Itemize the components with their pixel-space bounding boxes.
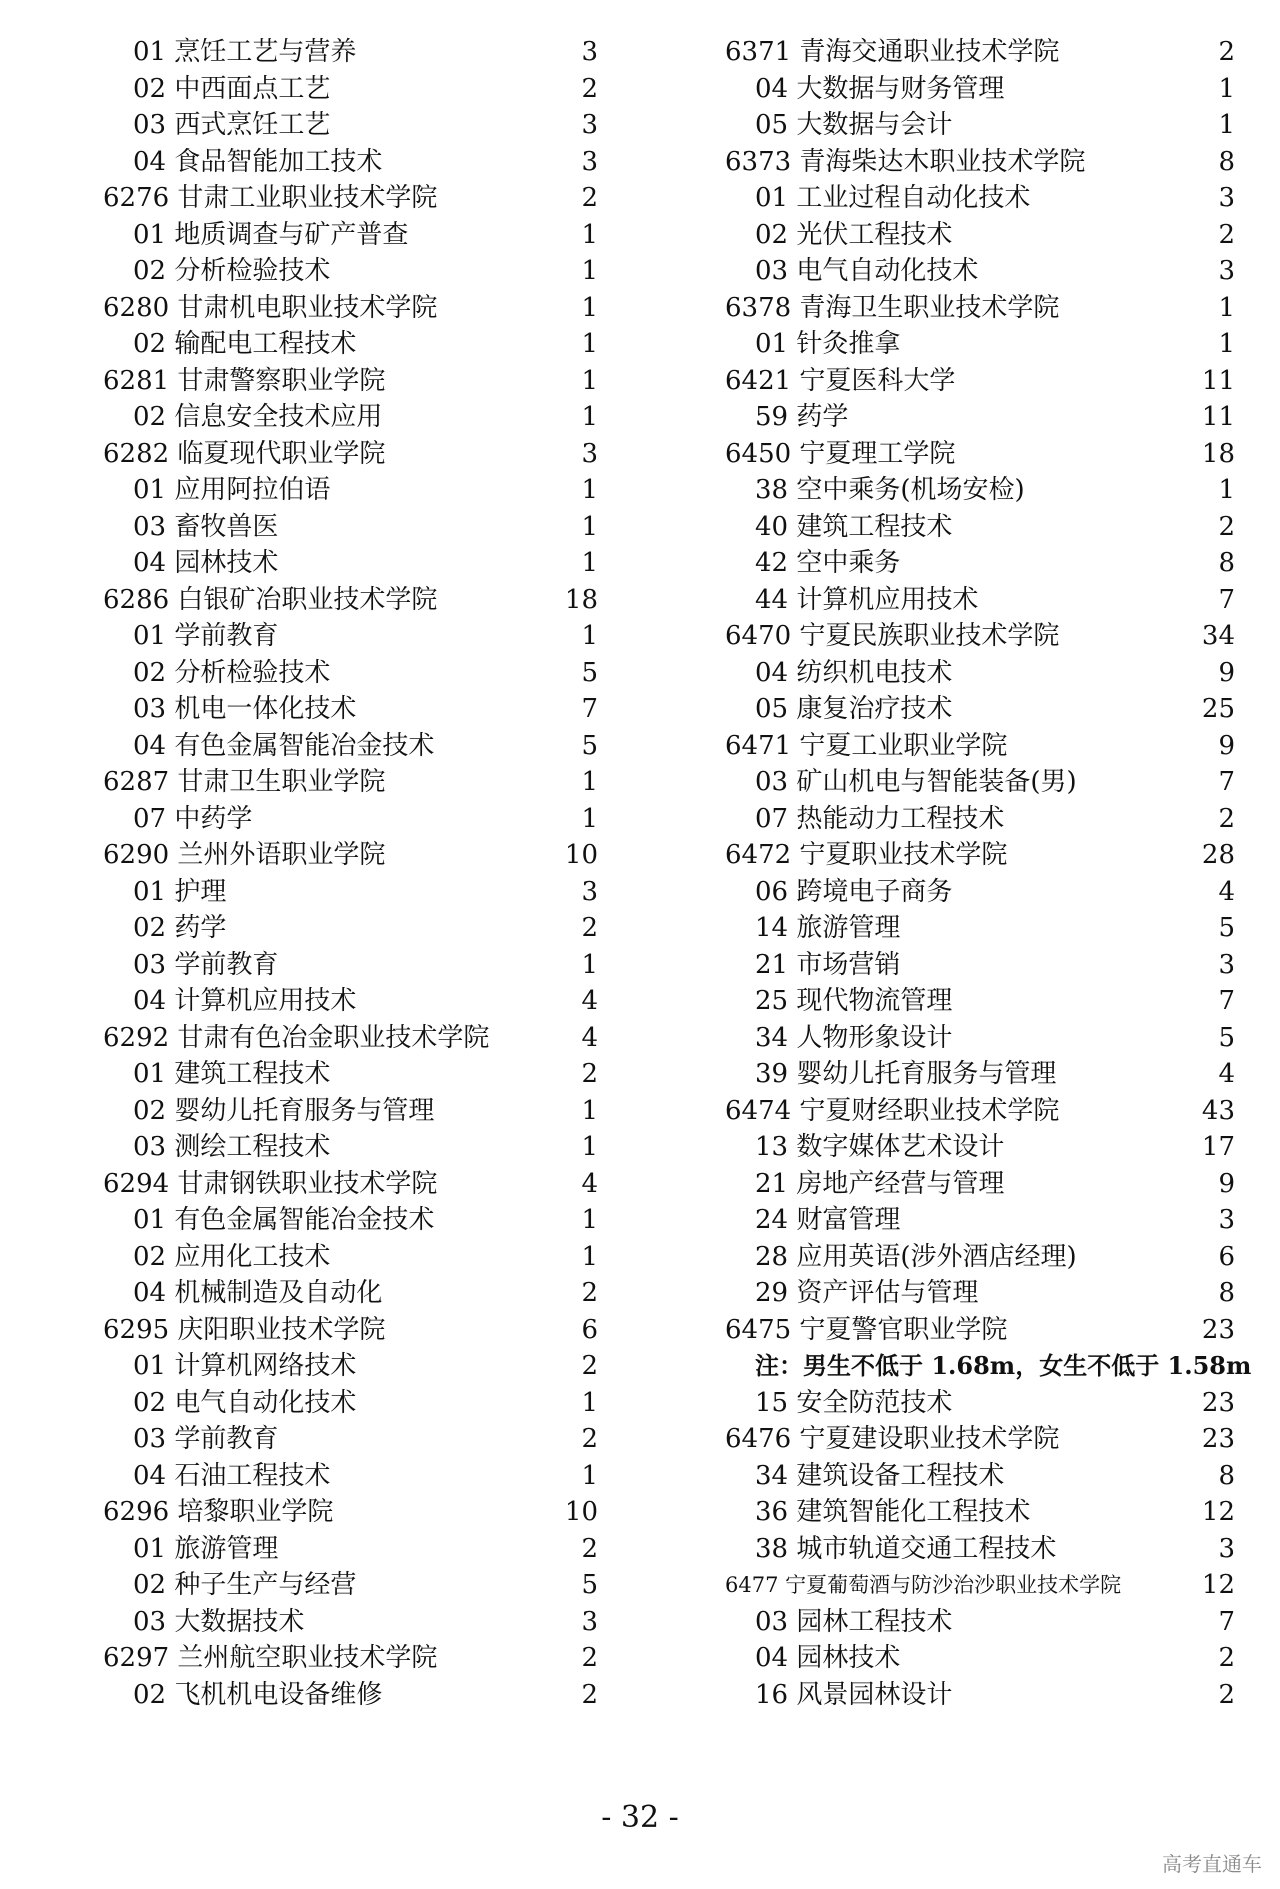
major-row	[103, 728, 603, 765]
enrollment-count: 2	[581, 73, 598, 104]
enrollment-count: 2	[1218, 37, 1235, 67]
major-row	[103, 1385, 603, 1422]
major-row	[725, 1202, 1255, 1239]
school-name: 6296 培黎职业学院	[103, 1497, 334, 1527]
enrollment-count: 7	[1218, 1606, 1235, 1637]
enrollment-count: 2	[1218, 219, 1235, 250]
major-row	[725, 655, 1255, 692]
enrollment-count: 25	[1201, 694, 1235, 724]
enrollment-count: 3	[1218, 256, 1235, 286]
enrollment-count: 1	[581, 256, 598, 286]
major-row	[725, 910, 1255, 947]
enrollment-count: 3	[581, 876, 598, 907]
major-row	[103, 34, 603, 71]
major-name: 04 有色金属智能冶金技术	[133, 730, 435, 761]
enrollment-count: 10	[564, 840, 598, 870]
major-name: 13 数字媒体艺术设计	[755, 1132, 1005, 1162]
school-name: 6282 临夏现代职业学院	[103, 438, 386, 469]
enrollment-count: 4	[1218, 876, 1235, 907]
school-row	[725, 1312, 1255, 1349]
major-name: 21 房地产经营与管理	[755, 1168, 1005, 1199]
major-name: 03 机电一体化技术	[133, 694, 357, 724]
enrollment-count: 1	[581, 219, 598, 250]
school-row	[725, 436, 1255, 473]
major-row	[725, 1458, 1255, 1495]
major-row	[725, 582, 1255, 619]
enrollment-count: 1	[1218, 292, 1235, 323]
major-row	[725, 1531, 1255, 1568]
major-row	[103, 1239, 603, 1276]
school-name: 6476 宁夏建设职业技术学院	[725, 1424, 1060, 1454]
enrollment-count: 12	[1201, 1497, 1235, 1527]
major-name: 04 园林技术	[133, 548, 279, 578]
major-name: 01 计算机网络技术	[133, 1351, 357, 1381]
major-row	[103, 509, 603, 546]
school-name: 6297 兰州航空职业技术学院	[103, 1643, 438, 1673]
enrollment-count: 8	[1218, 146, 1235, 177]
major-name: 04 石油工程技术	[133, 1460, 331, 1491]
major-row	[103, 1348, 603, 1385]
enrollment-count: 11	[1201, 365, 1235, 396]
major-row	[725, 764, 1255, 801]
enrollment-count: 7	[1218, 584, 1235, 615]
major-row	[103, 655, 603, 692]
major-row	[725, 107, 1255, 144]
major-row	[725, 326, 1255, 363]
school-row	[725, 1421, 1255, 1458]
enrollment-count: 1	[1218, 110, 1235, 140]
major-name: 06 跨境电子商务	[755, 876, 953, 907]
enrollment-count: 3	[581, 110, 598, 140]
enrollment-count: 1	[1218, 329, 1235, 359]
school-name: 6294 甘肃钢铁职业技术学院	[103, 1168, 438, 1199]
enrollment-count: 1	[581, 621, 598, 651]
enrollment-count: 5	[581, 1570, 598, 1600]
enrollment-count: 2	[581, 1533, 598, 1564]
watermark: 高考直通车	[1162, 1852, 1262, 1876]
major-name: 16 风景园林设计	[755, 1679, 953, 1710]
enrollment-count: 2	[581, 1059, 598, 1089]
major-row	[103, 1202, 603, 1239]
major-row	[725, 1677, 1255, 1714]
enrollment-count: 2	[1218, 803, 1235, 834]
major-row	[725, 217, 1255, 254]
school-name: 6290 兰州外语职业学院	[103, 840, 386, 870]
major-row	[725, 801, 1255, 838]
enrollment-count: 3	[1218, 1533, 1235, 1564]
major-name: 07 中药学	[133, 803, 253, 834]
major-row	[103, 107, 603, 144]
major-name: 02 电气自动化技术	[133, 1387, 357, 1418]
enrollment-count: 1	[581, 767, 598, 797]
major-row	[103, 801, 603, 838]
major-row	[725, 545, 1255, 582]
enrollment-count: 2	[581, 1679, 598, 1710]
school-name: 6373 青海柴达木职业技术学院	[725, 146, 1086, 177]
enrollment-count: 3	[1218, 949, 1235, 980]
enrollment-count: 3	[1218, 183, 1235, 213]
major-row	[725, 1385, 1255, 1422]
major-row	[725, 983, 1255, 1020]
note-row	[725, 1348, 1255, 1385]
major-name: 04 园林技术	[755, 1643, 901, 1673]
school-name: 6280 甘肃机电职业技术学院	[103, 292, 438, 323]
enrollment-count: 1	[581, 1132, 598, 1162]
school-name: 6421 宁夏医科大学	[725, 365, 956, 396]
enrollment-count: 3	[581, 37, 598, 67]
major-name: 02 中西面点工艺	[133, 73, 331, 104]
school-row	[725, 837, 1255, 874]
enrollment-count: 1	[581, 1241, 598, 1272]
enrollment-count: 4	[1218, 1059, 1235, 1089]
school-row	[103, 582, 603, 619]
major-name: 02 输配电工程技术	[133, 329, 357, 359]
enrollment-count: 1	[581, 1460, 598, 1491]
major-row	[103, 1056, 603, 1093]
major-name: 21 市场营销	[755, 949, 901, 980]
enrollment-count: 1	[581, 365, 598, 396]
major-name: 39 婴幼儿托育服务与管理	[755, 1059, 1057, 1089]
major-row	[103, 1604, 603, 1641]
major-name: 15 安全防范技术	[755, 1387, 953, 1418]
enrollment-count: 10	[564, 1497, 598, 1527]
major-row	[103, 1531, 603, 1568]
enrollment-count: 1	[581, 475, 598, 505]
major-name: 02 分析检验技术	[133, 256, 331, 286]
enrollment-count: 1	[581, 949, 598, 980]
enrollment-count: 6	[1218, 1241, 1235, 1272]
major-name: 02 分析检验技术	[133, 657, 331, 688]
enrollment-count: 4	[581, 986, 598, 1016]
major-name: 05 康复治疗技术	[755, 694, 953, 724]
major-row	[725, 1020, 1255, 1057]
major-row	[725, 1275, 1255, 1312]
enrollment-count: 5	[581, 730, 598, 761]
major-row	[103, 399, 603, 436]
school-name: 6276 甘肃工业职业技术学院	[103, 183, 438, 213]
left-column	[103, 34, 603, 1713]
enrollment-count: 6	[581, 1314, 598, 1345]
enrollment-count: 3	[1218, 1205, 1235, 1235]
major-row	[725, 253, 1255, 290]
major-row	[725, 1056, 1255, 1093]
school-row	[103, 436, 603, 473]
major-name: 36 建筑智能化工程技术	[755, 1497, 1031, 1527]
major-row	[725, 691, 1255, 728]
major-row	[103, 1567, 603, 1604]
major-row	[725, 1640, 1255, 1677]
major-row	[103, 874, 603, 911]
enrollment-count: 11	[1201, 402, 1235, 432]
major-row	[725, 874, 1255, 911]
major-name: 05 大数据与会计	[755, 110, 953, 140]
right-column	[725, 34, 1255, 1713]
enrollment-count: 5	[1218, 913, 1235, 943]
major-row	[725, 509, 1255, 546]
major-name: 44 计算机应用技术	[755, 584, 979, 615]
school-row	[103, 764, 603, 801]
major-row	[103, 545, 603, 582]
enrollment-count: 2	[581, 1424, 598, 1454]
major-name: 40 建筑工程技术	[755, 511, 953, 542]
major-name: 34 建筑设备工程技术	[755, 1460, 1005, 1491]
major-row	[103, 144, 603, 181]
major-name: 02 应用化工技术	[133, 1241, 331, 1272]
enrollment-count: 28	[1201, 840, 1235, 870]
major-name: 04 计算机应用技术	[133, 986, 357, 1016]
major-name: 04 机械制造及自动化	[133, 1278, 383, 1308]
major-name: 03 西式烹饪工艺	[133, 110, 331, 140]
enrollment-count: 1	[581, 1095, 598, 1126]
major-row	[103, 217, 603, 254]
major-row	[725, 472, 1255, 509]
major-name: 14 旅游管理	[755, 913, 901, 943]
major-row	[103, 691, 603, 728]
major-name: 03 电气自动化技术	[755, 256, 979, 286]
major-name: 25 现代物流管理	[755, 986, 953, 1016]
major-name: 02 婴幼儿托育服务与管理	[133, 1095, 435, 1126]
enrollment-count: 9	[1218, 1168, 1235, 1199]
major-name: 04 大数据与财务管理	[755, 73, 1005, 104]
enrollment-count: 2	[581, 1278, 598, 1308]
enrollment-count: 17	[1201, 1132, 1235, 1162]
enrollment-count: 3	[581, 1606, 598, 1637]
page-number: - 32 -	[601, 1800, 679, 1835]
school-row	[103, 363, 603, 400]
enrollment-count: 34	[1201, 621, 1235, 651]
school-row	[725, 1093, 1255, 1130]
major-name: 07 热能动力工程技术	[755, 803, 1005, 834]
school-row	[103, 1640, 603, 1677]
enrollment-count: 2	[581, 1351, 598, 1381]
enrollment-count: 18	[564, 584, 598, 615]
enrollment-count: 1	[581, 511, 598, 542]
enrollment-count: 5	[1218, 1022, 1235, 1053]
school-row	[103, 290, 603, 327]
enrollment-count: 4	[581, 1168, 598, 1199]
major-name: 01 烹饪工艺与营养	[133, 37, 357, 67]
major-name: 03 大数据技术	[133, 1606, 305, 1637]
major-row	[725, 1239, 1255, 1276]
enrollment-count: 2	[1218, 511, 1235, 542]
major-name: 01 建筑工程技术	[133, 1059, 331, 1089]
school-row	[725, 728, 1255, 765]
major-name: 28 应用英语(涉外酒店经理)	[755, 1241, 1077, 1272]
enrollment-count: 1	[581, 803, 598, 834]
major-name: 34 人物形象设计	[755, 1022, 953, 1053]
major-row	[725, 180, 1255, 217]
school-name: 6281 甘肃警察职业学院	[103, 365, 386, 396]
major-name: 03 学前教育	[133, 1424, 279, 1454]
enrollment-count: 1	[581, 329, 598, 359]
enrollment-count: 18	[1201, 438, 1235, 469]
major-name: 02 种子生产与经营	[133, 1570, 357, 1600]
school-name: 6287 甘肃卫生职业学院	[103, 767, 386, 797]
major-name: 02 信息安全技术应用	[133, 402, 383, 432]
school-name: 6472 宁夏职业技术学院	[725, 840, 1008, 870]
major-name: 02 光伏工程技术	[755, 219, 953, 250]
major-name: 02 飞机机电设备维修	[133, 1679, 383, 1710]
school-name: 6470 宁夏民族职业技术学院	[725, 621, 1060, 651]
major-row	[725, 399, 1255, 436]
enrollment-count: 1	[1218, 73, 1235, 104]
major-row	[725, 1494, 1255, 1531]
major-name: 04 食品智能加工技术	[133, 146, 383, 177]
major-row	[103, 1093, 603, 1130]
enrollment-count: 23	[1201, 1424, 1235, 1454]
major-name: 01 针灸推拿	[755, 329, 901, 359]
major-row	[103, 71, 603, 108]
major-row	[103, 472, 603, 509]
school-row	[103, 1020, 603, 1057]
enrollment-count: 2	[1218, 1643, 1235, 1673]
major-name: 01 学前教育	[133, 621, 279, 651]
enrollment-count: 7	[1218, 986, 1235, 1016]
major-row	[103, 1421, 603, 1458]
major-row	[103, 326, 603, 363]
enrollment-count: 2	[1218, 1679, 1235, 1710]
major-row	[725, 71, 1255, 108]
enrollment-count: 1	[581, 1205, 598, 1235]
school-name: 6477 宁夏葡萄酒与防沙治沙职业技术学院	[725, 1573, 1122, 1597]
enrollment-count: 8	[1218, 548, 1235, 578]
school-row	[103, 1166, 603, 1203]
enrollment-count: 23	[1201, 1387, 1235, 1418]
enrollment-count: 3	[581, 146, 598, 177]
school-row	[725, 144, 1255, 181]
school-name: 6371 青海交通职业技术学院	[725, 37, 1060, 67]
major-name: 01 工业过程自动化技术	[755, 183, 1031, 213]
school-name: 6292 甘肃有色冶金职业技术学院	[103, 1022, 490, 1053]
major-row	[103, 253, 603, 290]
major-name: 38 空中乘务(机场安检)	[755, 475, 1025, 505]
major-row	[725, 1129, 1255, 1166]
enrollment-count: 9	[1218, 657, 1235, 688]
major-row	[103, 1129, 603, 1166]
enrollment-count: 2	[581, 183, 598, 213]
major-name: 04 纺织机电技术	[755, 657, 953, 688]
school-name: 6474 宁夏财经职业技术学院	[725, 1095, 1060, 1126]
major-name: 03 测绘工程技术	[133, 1132, 331, 1162]
school-name: 6450 宁夏理工学院	[725, 438, 956, 469]
major-name: 01 应用阿拉伯语	[133, 475, 331, 505]
major-row	[103, 983, 603, 1020]
enrollment-count: 8	[1218, 1278, 1235, 1308]
major-row	[103, 1275, 603, 1312]
school-row	[103, 1312, 603, 1349]
major-name: 01 护理	[133, 876, 227, 907]
major-row	[103, 618, 603, 655]
major-row	[725, 1166, 1255, 1203]
school-name: 6378 青海卫生职业技术学院	[725, 292, 1060, 323]
school-row	[103, 837, 603, 874]
enrollment-count: 8	[1218, 1460, 1235, 1491]
enrollment-count: 7	[581, 694, 598, 724]
enrollment-count: 2	[581, 913, 598, 943]
major-name: 42 空中乘务	[755, 548, 901, 578]
school-row	[103, 1494, 603, 1531]
school-row	[725, 363, 1255, 400]
major-name: 24 财富管理	[755, 1205, 901, 1235]
note-text: 注：男生不低于 1.68m，女生不低于 1.58m	[755, 1351, 1252, 1380]
major-name: 01 地质调查与矿产普查	[133, 219, 409, 250]
school-row	[103, 180, 603, 217]
enrollment-count: 12	[1201, 1570, 1235, 1600]
major-row	[103, 1677, 603, 1714]
major-name: 38 城市轨道交通工程技术	[755, 1533, 1057, 1564]
major-name: 03 矿山机电与智能装备(男)	[755, 767, 1077, 797]
school-name: 6295 庆阳职业技术学院	[103, 1314, 386, 1345]
major-name: 03 园林工程技术	[755, 1606, 953, 1637]
school-name: 6471 宁夏工业职业学院	[725, 730, 1008, 761]
major-row	[725, 1604, 1255, 1641]
enrollment-count: 1	[581, 548, 598, 578]
enrollment-count: 1	[1218, 475, 1235, 505]
enrollment-count: 23	[1201, 1314, 1235, 1345]
enrollment-count: 5	[581, 657, 598, 688]
school-name: 6286 白银矿冶职业技术学院	[103, 584, 438, 615]
major-name: 02 药学	[133, 913, 227, 943]
enrollment-count: 9	[1218, 730, 1235, 761]
enrollment-count: 3	[581, 438, 598, 469]
enrollment-count: 1	[581, 1387, 598, 1418]
enrollment-count: 1	[581, 402, 598, 432]
major-name: 01 旅游管理	[133, 1533, 279, 1564]
school-row	[725, 618, 1255, 655]
enrollment-count: 1	[581, 292, 598, 323]
major-name: 03 学前教育	[133, 949, 279, 980]
enrollment-count: 43	[1201, 1095, 1235, 1126]
enrollment-count: 2	[581, 1643, 598, 1673]
enrollment-count: 7	[1218, 767, 1235, 797]
school-row	[725, 34, 1255, 71]
major-row	[103, 910, 603, 947]
major-name: 01 有色金属智能冶金技术	[133, 1205, 435, 1235]
school-name: 6475 宁夏警官职业学院	[725, 1314, 1008, 1345]
school-row	[725, 1567, 1255, 1604]
enrollment-count: 4	[581, 1022, 598, 1053]
major-row	[103, 947, 603, 984]
school-row	[725, 290, 1255, 327]
major-name: 29 资产评估与管理	[755, 1278, 979, 1308]
major-row	[103, 1458, 603, 1495]
major-name: 59 药学	[755, 402, 849, 432]
major-row	[725, 947, 1255, 984]
major-name: 03 畜牧兽医	[133, 511, 279, 542]
